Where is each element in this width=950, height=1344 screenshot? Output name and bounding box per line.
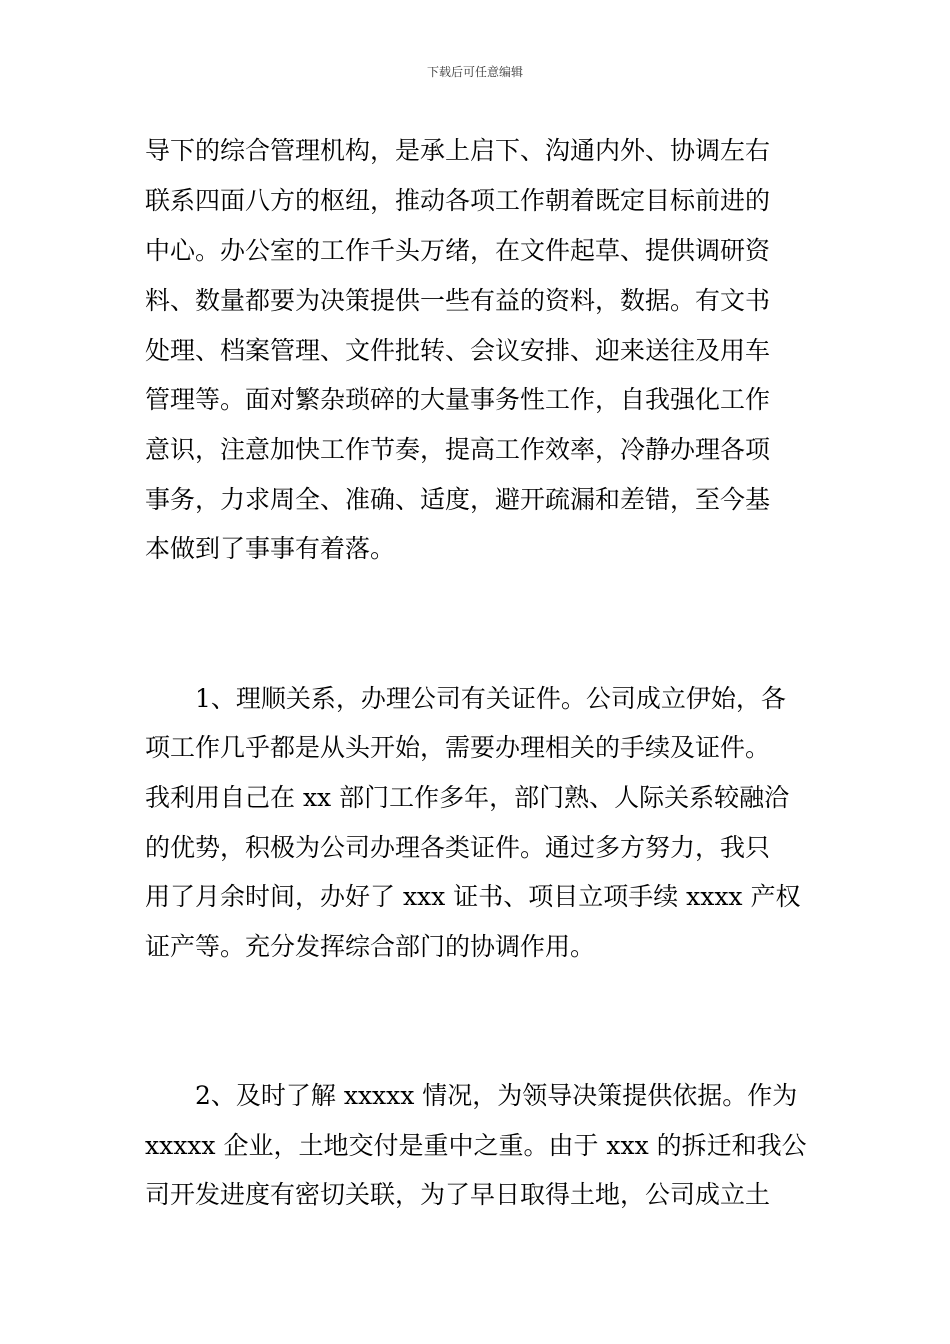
text-line: 2、及时了解 xxxxx 情况，为领导决策提供依据。作为 — [195, 1081, 798, 1110]
text-line: 用了月余时间，办好了 xxx 证书、项目立项手续 xxxx 产权 — [145, 882, 801, 911]
text-line: 我利用自己在 xx 部门工作多年，部门熟、人际关系较融洽 — [145, 783, 790, 812]
text-line: 事务，力求周全、准确、适度，避开疏漏和差错，至今基 — [145, 485, 771, 514]
text-line: xxxxx 企业，土地交付是重中之重。由于 xxx 的拆迁和我公 — [145, 1131, 807, 1160]
text-line: 料、数量都要为决策提供一些有益的资料，数据。有文书 — [145, 286, 771, 315]
text-line: 的优势，积极为公司办理各类证件。通过多方努力，我只 — [145, 833, 771, 862]
text-line: 导下的综合管理机构，是承上启下、沟通内外、协调左右 — [145, 136, 771, 165]
text-line: 中心。办公室的工作千头万绪，在文件起草、提供调研资 — [145, 236, 771, 265]
text-line: 证产等。充分发挥综合部门的协调作用。 — [145, 932, 596, 961]
text-line: 联系四面八方的枢纽，推动各项工作朝着既定目标前进的 — [145, 186, 771, 215]
text-line: 意识，注意加快工作节奏，提高工作效率，冷静办理各项 — [145, 435, 771, 464]
text-line: 项工作几乎都是从头开始，需要办理相关的手续及证件。 — [145, 733, 771, 762]
text-line: 处理、档案管理、文件批转、会议安排、迎来送往及用车 — [145, 336, 771, 365]
text-line: 本做到了事事有着落。 — [145, 534, 396, 563]
text-line: 管理等。面对繁杂琐碎的大量事务性工作，自我强化工作 — [145, 385, 771, 414]
page-header: 下载后可任意编辑 — [426, 65, 523, 79]
text-line: 司开发进度有密切关联，为了早日取得土地，公司成立土 — [145, 1180, 771, 1209]
text-line: 1、理顺关系，办理公司有关证件。公司成立伊始，各 — [195, 684, 786, 713]
